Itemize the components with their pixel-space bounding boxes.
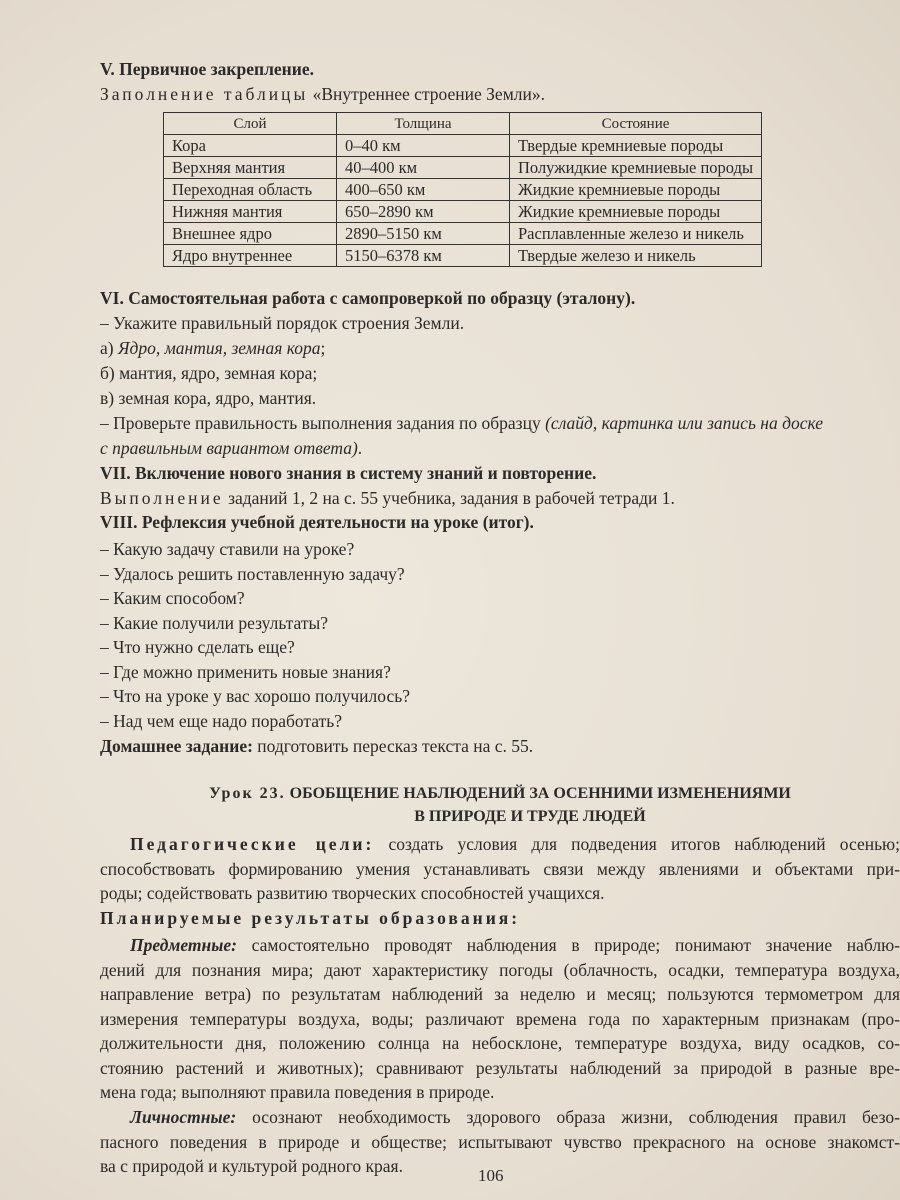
subject-results-text: мена года; выполняют правила поведения в природе. (100, 1082, 495, 1102)
check-text-cont (100, 437, 362, 459)
cell-state: Твердые кремниевые породы (510, 135, 762, 157)
reflection-question: – Какую задачу ставили на уроке? (100, 539, 355, 559)
subject-results-line (100, 1008, 900, 1030)
goals-label: Педагогические цели: (130, 834, 375, 854)
personal-results-line (130, 1106, 900, 1128)
cell-layer: Переходная область (164, 179, 337, 201)
personal-results-text: ва с природой и культурой родного края. (100, 1156, 403, 1176)
subject-results-line (100, 983, 900, 1005)
subject-results-label: Предметные: (130, 935, 237, 955)
section-6-heading: VI. Самостоятельная работа с самопроверкой по образцу (эталону). (100, 288, 636, 308)
option-a-text: Ядро, мантия, земная кора (117, 338, 321, 358)
cell-layer: Нижняя мантия (164, 201, 337, 223)
option-a-end: ; (320, 338, 326, 358)
subject-results-line (100, 1032, 900, 1054)
cell-layer: Верхняя мантия (164, 157, 337, 179)
table-row (164, 245, 762, 267)
intro-spaced: Заполнение таблицы (100, 84, 309, 104)
table-row (164, 201, 762, 223)
cell-layer: Ядро внутреннее (164, 245, 337, 267)
subject-results-text: должительности дня, положению солнца на небосклоне, температуре воздуха, виду осадков, со- (100, 1033, 900, 1053)
section-5-intro (100, 83, 545, 105)
goals-text: создать условия для подведения итогов наблюдений осенью; (374, 834, 900, 854)
subject-results-line (130, 934, 900, 956)
personal-results-text: осознают необходимость здорового образа жизни, соблюдения правил безо- (236, 1107, 900, 1127)
subject-results-text: измерения температуры воздуха, воды; различают времена года по характерным признакам (про- (100, 1008, 900, 1029)
subject-results-line (100, 1081, 900, 1103)
intro-rest: «Внутреннее строение Земли». (308, 84, 545, 104)
section-7-spaced: Выполнение (100, 488, 224, 508)
check-italic-cont: с правильным вариантом ответа) (100, 438, 358, 458)
section-7-rest: заданий 1, 2 на с. 55 учебника, задания в рабочей тетради 1. (223, 488, 675, 508)
goals-line (100, 882, 900, 904)
option-a-prefix: а) (100, 338, 118, 358)
cell-thickness: 2890–5150 км (337, 223, 510, 245)
table-header-row (164, 113, 762, 135)
lesson-title-line-2: В ПРИРОДЕ И ТРУДЕ ЛЮДЕЙ (414, 808, 646, 825)
reflection-question: – Где можно применить новые знания? (100, 661, 391, 682)
results-heading: Планируемые результаты образования: (100, 908, 521, 928)
reflection-question: – Над чем еще надо поработать? (100, 710, 343, 731)
cell-layer: Кора (164, 135, 337, 157)
homework (100, 735, 533, 757)
cell-state: Жидкие кремниевые породы (510, 179, 762, 201)
cell-state: Расплавленные железо и никель (510, 223, 762, 245)
lesson-title-line-1 (100, 783, 900, 805)
header-layer: Слой (164, 113, 337, 135)
reflection-question: – Какие получили результаты? (100, 612, 329, 633)
lesson-number: Урок 23. (209, 785, 286, 802)
page-number: 106 (478, 1166, 504, 1185)
table-row (164, 135, 762, 157)
section-8-heading: VIII. Рефлексия учебной деятельности на уроке (итог). (100, 512, 534, 532)
task-text: – Укажите правильный порядок строения Земли. (100, 313, 465, 333)
table-row (164, 157, 762, 179)
option-a (100, 337, 325, 359)
cell-thickness: 40–400 км (337, 157, 510, 179)
subject-results-text: стоянию растений и животных); сравнивают результаты наблюдений за природой в разные вре- (100, 1057, 900, 1078)
section-7-text (100, 487, 675, 509)
homework-label: Домашнее задание: (100, 736, 253, 756)
cell-layer: Внешнее ядро (164, 223, 337, 245)
subject-results-text: самостоятельно проводят наблюдения в природе; понимают значение наблю- (236, 935, 900, 955)
homework-text: подготовить пересказ текста на с. 55. (252, 736, 534, 756)
cell-thickness: 400–650 км (337, 179, 510, 201)
cell-thickness: 5150–6378 км (337, 245, 510, 267)
goals-text: способствовать формированию умения устанавливать связи между явлениями и объектами при- (100, 858, 900, 879)
lesson-title-1: ОБОБЩЕНИЕ НАБЛЮДЕНИЙ ЗА ОСЕННИМИ ИЗМЕНЕНИЯМИ (285, 785, 791, 802)
option-b: б) мантия, ядро, земная кора; (100, 363, 318, 383)
reflection-question: – Что нужно сделать еще? (100, 637, 295, 657)
cell-state: Полужидкие кремниевые породы (510, 157, 762, 179)
personal-results-line (100, 1131, 900, 1153)
subject-results-text: направление ветра) по результатам наблюдений за неделю и месяц; пользуются термометром для (100, 984, 900, 1004)
reflection-question: – Удалось решить поставленную задачу? (100, 563, 405, 584)
goals-line (130, 833, 900, 855)
subject-results-text: дений для познания мира; дают характеристику погоды (облачность, осадки, температура воздуха, (100, 959, 900, 980)
check-italic: (слайд, картинка или запись на доске (545, 413, 823, 433)
header-state: Состояние (510, 113, 762, 135)
table-row (164, 223, 762, 245)
section-5-heading: V. Первичное закрепление. (100, 59, 314, 79)
check-plain: – Проверьте правильность выполнения задания по образцу (100, 413, 546, 433)
goals-text: роды; содействовать развитию творческих способностей учащихся. (100, 883, 605, 903)
goals-line (100, 858, 900, 880)
table-row (164, 179, 762, 201)
cell-state: Твердые железо и никель (510, 245, 762, 267)
reflection-question: – Что на уроке у вас хорошо получилось? (100, 686, 410, 706)
check-text (100, 412, 823, 434)
personal-results-label: Личностные: (130, 1107, 237, 1127)
cell-state: Жидкие кремниевые породы (510, 201, 762, 223)
personal-results-text: пасного поведения в природе и обществе; испытывают чувство прекрасного на основе знакомст- (100, 1131, 900, 1152)
reflection-question: – Каким способом? (100, 588, 245, 608)
section-7-heading: VII. Включение нового знания в систему знаний и повторение. (100, 463, 597, 483)
earth-structure-table (163, 112, 762, 267)
subject-results-line (100, 959, 900, 981)
cell-thickness: 0–40 км (337, 135, 510, 157)
cell-thickness: 650–2890 км (337, 201, 510, 223)
header-thickness: Толщина (337, 113, 510, 135)
option-c: в) земная кора, ядро, мантия. (100, 388, 317, 408)
check-end: . (357, 438, 363, 458)
subject-results-line (100, 1057, 900, 1079)
